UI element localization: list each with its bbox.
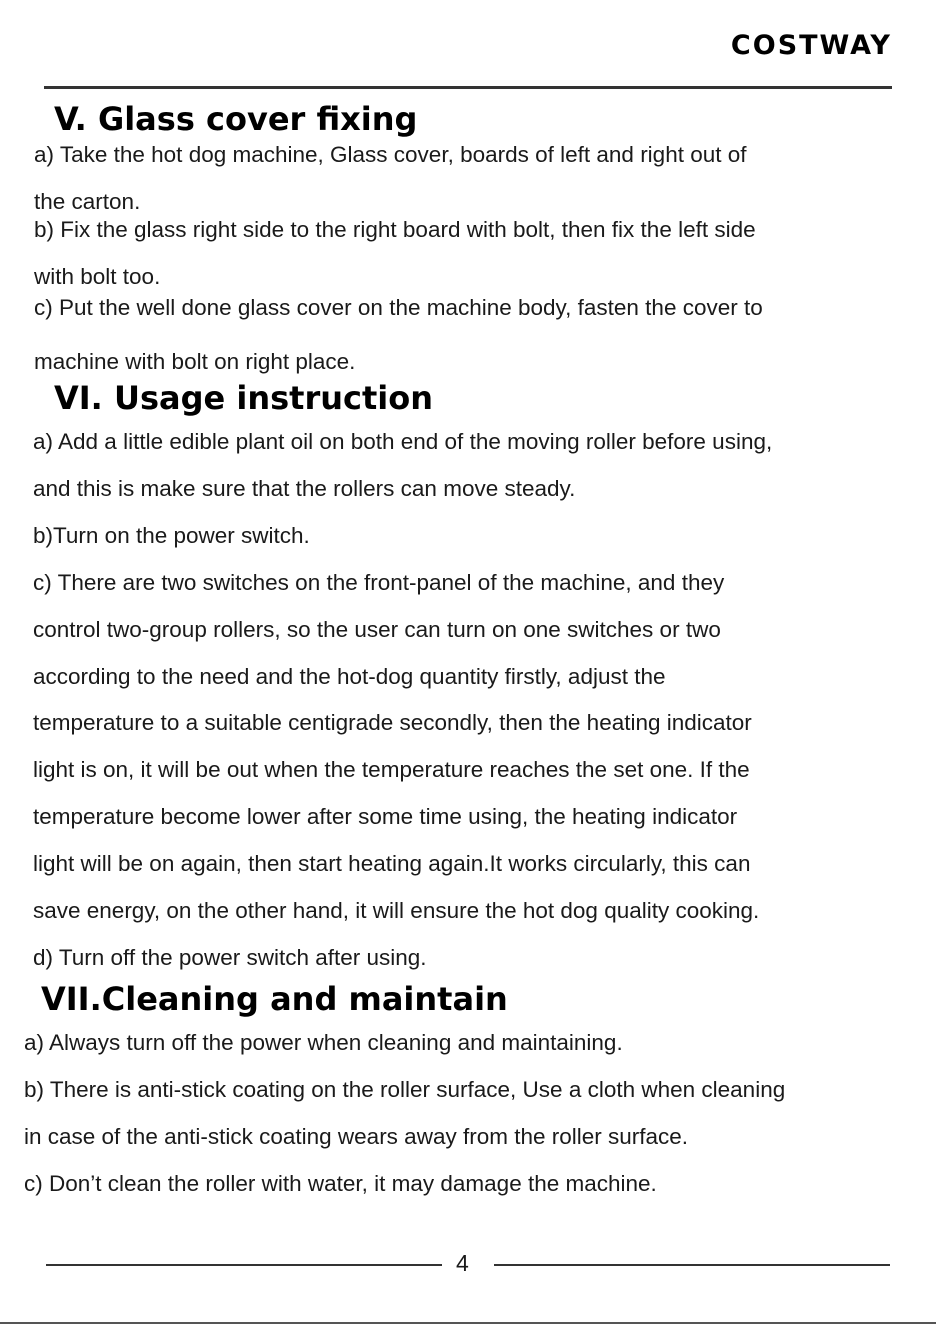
footer-rule-left: [46, 1264, 442, 1266]
page-number: 4: [456, 1250, 469, 1276]
body-line: b) There is anti-stick coating on the roller surface, Use a cloth when cleaning: [24, 1077, 786, 1102]
section-heading-glass-cover-fixing: V. Glass cover fixing: [54, 100, 418, 138]
body-line: a) Take the hot dog machine, Glass cover, boards of left and right out of: [34, 142, 747, 167]
body-line: in case of the anti-stick coating wears away from the roller surface.: [24, 1124, 689, 1149]
header-rule: [44, 86, 892, 89]
body-line: c) Don’t clean the roller with water, it may damage the machine.: [24, 1171, 657, 1196]
body-line: temperature to a suitable centigrade secondly, then the heating indicator: [33, 710, 752, 735]
footer-rule-right: [494, 1264, 890, 1266]
body-line: d) Turn off the power switch after using.: [33, 945, 427, 970]
body-line: b) Fix the glass right side to the right board with bolt, then fix the left side: [34, 217, 756, 242]
body-line: a) Always turn off the power when cleaning and maintaining.: [24, 1030, 623, 1055]
body-line: with bolt too.: [34, 264, 161, 289]
body-line: save energy, on the other hand, it will ensure the hot dog quality cooking.: [33, 898, 760, 923]
brand-logo: COSTWAY: [730, 30, 892, 61]
section-heading-usage-instruction: VI. Usage instruction: [54, 379, 433, 417]
body-line: b)Turn on the power switch.: [33, 523, 310, 548]
section-heading-cleaning-and-maintain: VII.Cleaning and maintain: [41, 980, 508, 1018]
body-line: c) Put the well done glass cover on the machine body, fasten the cover to: [34, 295, 763, 320]
body-line: control two-group rollers, so the user can turn on one switches or two: [33, 617, 721, 642]
body-line: the carton.: [34, 189, 141, 214]
body-line: c) There are two switches on the front-panel of the machine, and they: [33, 570, 725, 595]
body-line: a) Add a little edible plant oil on both end of the moving roller before using,: [33, 429, 773, 454]
body-line: machine with bolt on right place.: [34, 349, 356, 374]
body-line: temperature become lower after some time using, the heating indicator: [33, 804, 738, 829]
body-line: according to the need and the hot-dog quantity firstly, adjust the: [33, 664, 666, 689]
body-line: light will be on again, then start heating again.It works circularly, this can: [33, 851, 751, 876]
body-line: light is on, it will be out when the temperature reaches the set one. If the: [33, 757, 750, 782]
body-line: and this is make sure that the rollers can move steady.: [33, 476, 576, 501]
